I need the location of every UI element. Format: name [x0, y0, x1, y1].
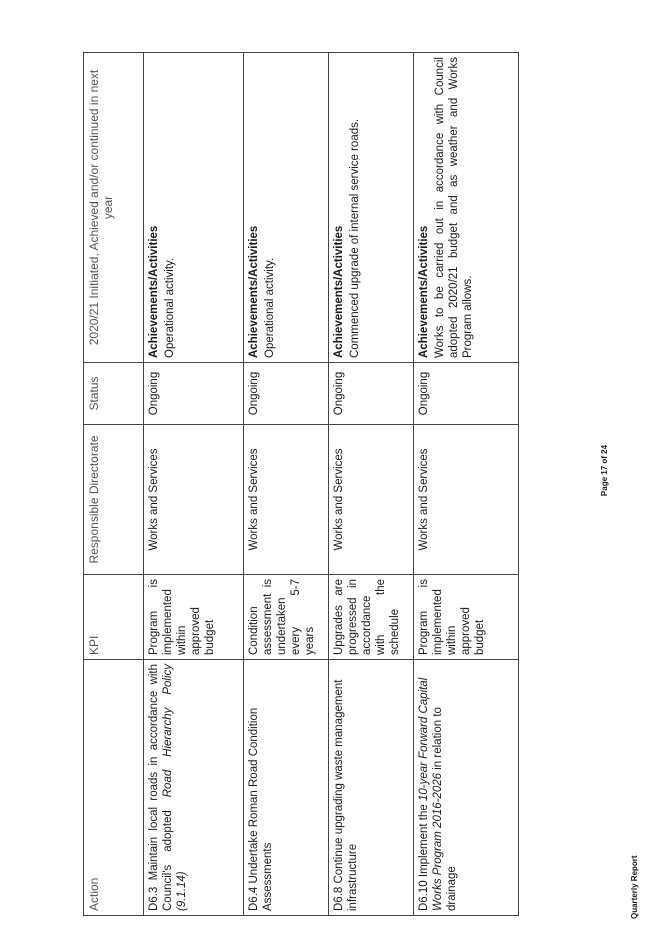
progress-text: Operational activity. [264, 257, 276, 358]
progress-title: Achievements/Activities [248, 225, 260, 358]
table-header-row [84, 53, 144, 916]
progress-title: Achievements/Activities [148, 225, 160, 358]
action-text: D6.3 Maintain local roads in accordance with Council's adopted [148, 664, 174, 911]
directorate-cell: Works and Services [414, 425, 519, 575]
action-text: D6.4 Undertake Roman Road Condition Assessments [248, 707, 274, 911]
table-row [414, 53, 519, 916]
progress-title: Achievements/Activities [418, 225, 430, 358]
action-plan-table [83, 52, 519, 916]
page-number: Page 17 of 24 [600, 444, 609, 497]
progress-text: Works to be carried out in accordance with Council adopted 2020/21 budget and as weather and Works Program allows. [434, 57, 474, 358]
progress-text: Commenced upgrade of internal service roads. [349, 118, 361, 358]
progress-cell [414, 53, 519, 363]
kpi-cell: Condition assessment is undertaken every 5-7 years [244, 575, 329, 660]
action-cell [144, 660, 244, 916]
action-cell [414, 660, 519, 916]
status-cell: Ongoing [414, 363, 519, 425]
progress-cell [329, 53, 414, 363]
directorate-cell: Works and Services [144, 425, 244, 575]
header-progress: 2020/21 Initiated, Achieved and/or continued in next year [84, 53, 144, 363]
status-cell: Ongoing [329, 363, 414, 425]
action-policy-name: Road Hierarchy Policy (9.1.14) [162, 664, 188, 911]
kpi-cell: Program is implemented within approved budget [144, 575, 244, 660]
action-text-suffix: in relation to drainage [432, 707, 458, 911]
header-directorate: Responsible Directorate [84, 425, 144, 575]
table-row [329, 53, 414, 916]
header-action: Action [84, 660, 144, 916]
table-row [244, 53, 329, 916]
kpi-cell: Upgrades are progressed in accordance with the schedule [329, 575, 414, 660]
progress-text: Operational activity. [164, 257, 176, 358]
action-text: D6.10 Implement the [418, 801, 430, 911]
table-row [144, 53, 244, 916]
progress-cell [144, 53, 244, 363]
status-cell: Ongoing [244, 363, 329, 425]
kpi-cell: Program is implemented within approved budget [414, 575, 519, 660]
action-cell [244, 660, 329, 916]
directorate-cell: Works and Services [329, 425, 414, 575]
directorate-cell: Works and Services [244, 425, 329, 575]
progress-title: Achievements/Activities [333, 225, 345, 358]
header-status: Status [84, 363, 144, 425]
progress-cell [244, 53, 329, 363]
action-text: D6.8 Continue upgrading waste management infrastructure [333, 679, 359, 911]
status-cell: Ongoing [144, 363, 244, 425]
action-program-name: 10-year Forward Capital Works Program 2016-2026 [418, 677, 444, 911]
report-name: Quarterly Report [630, 855, 639, 919]
action-cell [329, 660, 414, 916]
header-kpi: KPI [84, 575, 144, 660]
